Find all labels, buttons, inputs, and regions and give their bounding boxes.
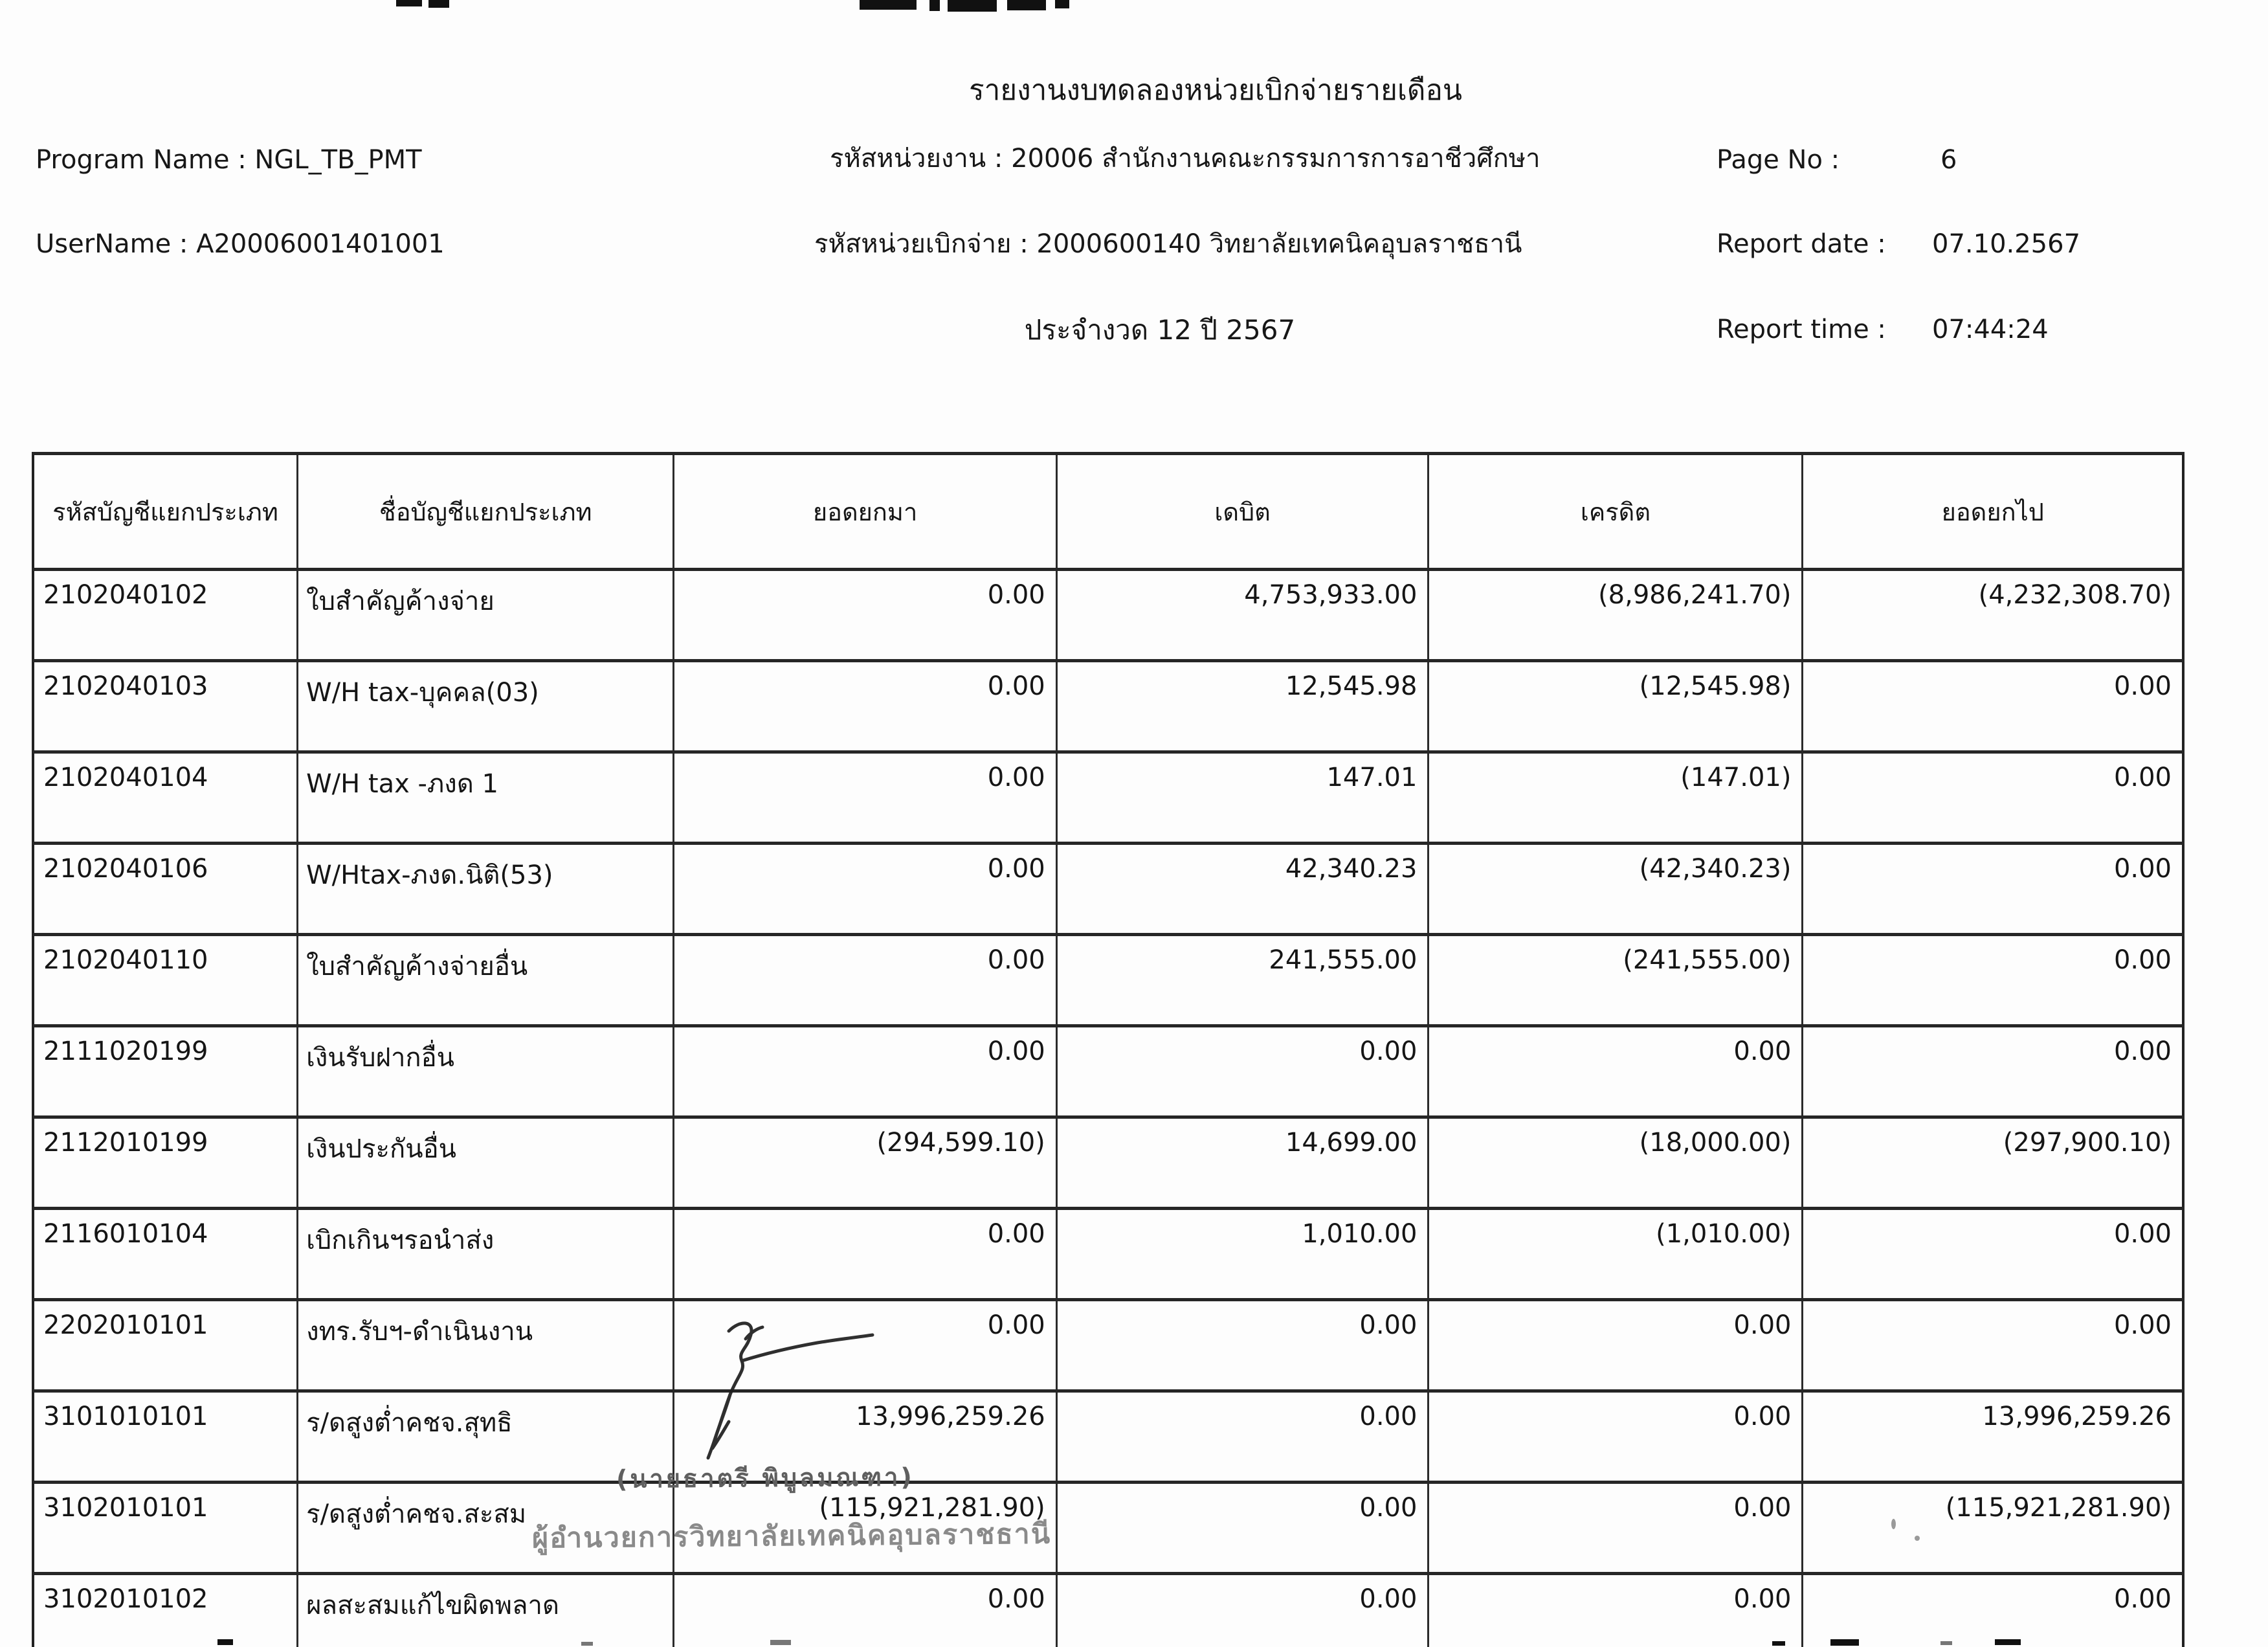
credit-cell: (241,555.00) (1429, 935, 1803, 1026)
username-line (36, 228, 445, 260)
account-code-cell: 2102040104 (33, 752, 298, 844)
brought-forward-cell: (115,921,281.90) (674, 1483, 1056, 1574)
report-time-value: 07:44:24 (1932, 315, 2049, 344)
carried-forward-cell: 13,996,259.26 (1803, 1391, 2183, 1483)
program-name-line (36, 144, 422, 176)
brought-forward-cell: 0.00 (674, 752, 1056, 844)
account-name-cell: งทร.รับฯ-ดำเนินงาน (298, 1300, 674, 1391)
table-row (33, 752, 2183, 844)
debit-cell: 1,010.00 (1056, 1209, 1429, 1300)
carried-forward-cell: 0.00 (1803, 935, 2183, 1026)
table-row (33, 1117, 2183, 1209)
credit-cell: 0.00 (1429, 1483, 1803, 1574)
account-name-cell: W/Htax-ภงด.นิติ(53) (298, 844, 674, 935)
report-title: รายงานงบทดลองหน่วยเบิกจ่ายรายเดือน (969, 74, 1462, 107)
report-date-label: Report date : (1717, 229, 1886, 259)
scan-artifact (396, 0, 422, 6)
paying-unit-value: 2000600140 วิทยาลัยเทคนิคอุบลราชธานี (1036, 229, 1522, 259)
trial-balance-table-wrap (32, 452, 2185, 1647)
account-name-cell: W/H tax-บุคคล(03) (298, 661, 674, 752)
scan-artifact (1830, 1639, 1859, 1646)
scan-artifact (770, 1640, 791, 1645)
credit-cell: (18,000.00) (1429, 1117, 1803, 1209)
paying-unit-line (814, 228, 1522, 260)
table-row (33, 844, 2183, 935)
signer-name: (นายธาตรี พิบูลมณฑา) (616, 1462, 915, 1494)
carried-forward-cell: 0.00 (1803, 661, 2183, 752)
carried-forward-cell: 0.00 (1803, 1209, 2183, 1300)
carried-forward-cell: 0.00 (1803, 752, 2183, 844)
carried-forward-cell: 0.00 (1803, 1026, 2183, 1117)
account-code-cell: 2111020199 (33, 1026, 298, 1117)
credit-cell: (8,986,241.70) (1429, 570, 1803, 661)
scan-speck (1915, 1536, 1920, 1541)
account-name-cell: เงินรับฝากอื่น (298, 1026, 674, 1117)
program-name-value: NGL_TB_PMT (254, 145, 422, 175)
account-code-cell: 2202010101 (33, 1300, 298, 1391)
debit-cell: 0.00 (1056, 1483, 1429, 1574)
debit-cell: 42,340.23 (1056, 844, 1429, 935)
scan-artifact (1995, 1639, 2021, 1645)
brought-forward-cell: 0.00 (674, 1574, 1056, 1647)
carried-forward-cell: 0.00 (1803, 844, 2183, 935)
col-header-carried-forward: ยอดยกไป (1803, 454, 2183, 570)
brought-forward-cell: (294,599.10) (674, 1117, 1056, 1209)
paying-unit-label: รหัสหน่วยเบิกจ่าย : (814, 229, 1037, 259)
scan-artifact (1772, 1641, 1785, 1646)
debit-cell: 241,555.00 (1056, 935, 1429, 1026)
col-header-account-code: รหัสบัญชีแยกประเภท (33, 454, 298, 570)
account-name-cell: ใบสำคัญค้างจ่ายอื่น (298, 935, 674, 1026)
brought-forward-cell: 0.00 (674, 1026, 1056, 1117)
credit-cell: 0.00 (1429, 1300, 1803, 1391)
agency-code-value: 20006 สำนักงานคณะกรรมการการอาชีวศึกษา (1011, 144, 1540, 174)
debit-cell: 12,545.98 (1056, 661, 1429, 752)
debit-cell: 0.00 (1056, 1026, 1429, 1117)
report-date-value: 07.10.2567 (1932, 229, 2081, 259)
table-header-row (33, 454, 2183, 570)
carried-forward-cell: 0.00 (1803, 1574, 2183, 1647)
credit-cell: (42,340.23) (1429, 844, 1803, 935)
scan-artifact (217, 1639, 233, 1645)
scan-speck (1891, 1519, 1896, 1529)
scan-artifact (929, 0, 940, 11)
period-line: ประจำงวด 12 ปี 2567 (1024, 314, 1296, 346)
credit-cell: (147.01) (1429, 752, 1803, 844)
table-row (33, 570, 2183, 661)
debit-cell: 4,753,933.00 (1056, 570, 1429, 661)
brought-forward-cell: 0.00 (674, 661, 1056, 752)
report-time-label: Report time : (1717, 315, 1886, 344)
debit-cell: 0.00 (1056, 1300, 1429, 1391)
col-header-brought-forward: ยอดยกมา (674, 454, 1056, 570)
brought-forward-cell: 0.00 (674, 1300, 1056, 1391)
scan-artifact (860, 0, 917, 10)
col-header-account-name: ชื่อบัญชีแยกประเภท (298, 454, 674, 570)
account-name-cell: ร/ดสูงต่ำคชจ.สะสม (298, 1483, 674, 1574)
col-header-debit: เดบิต (1056, 454, 1429, 570)
program-name-label: Program Name : (36, 145, 255, 175)
username-label: UserName : (36, 229, 197, 259)
scan-artifact (581, 1642, 593, 1646)
account-name-cell: เงินประกันอื่น (298, 1117, 674, 1209)
scan-artifact (1055, 0, 1069, 8)
brought-forward-cell: 0.00 (674, 844, 1056, 935)
debit-cell: 0.00 (1056, 1574, 1429, 1647)
table-row (33, 1574, 2183, 1647)
scan-artifact (948, 0, 997, 12)
table-row (33, 1391, 2183, 1483)
carried-forward-cell: (4,232,308.70) (1803, 570, 2183, 661)
page-no-value: 6 (1940, 145, 1957, 175)
table-row (33, 1209, 2183, 1300)
signer-title: ผู้อำนวยการวิทยาลัยเทคนิคอุบลราชธานี (531, 1518, 1052, 1555)
account-name-cell: เบิกเกินฯรอนำส่ง (298, 1209, 674, 1300)
account-name-cell: ใบสำคัญค้างจ่าย (298, 570, 674, 661)
brought-forward-cell: 0.00 (674, 935, 1056, 1026)
credit-cell: 0.00 (1429, 1026, 1803, 1117)
carried-forward-cell: (297,900.10) (1803, 1117, 2183, 1209)
page-no-label: Page No : (1717, 145, 1840, 175)
agency-code-line (830, 142, 1540, 175)
brought-forward-cell: 0.00 (674, 570, 1056, 661)
table-row (33, 1300, 2183, 1391)
table-row (33, 661, 2183, 752)
col-header-credit: เครดิต (1429, 454, 1803, 570)
credit-cell: 0.00 (1429, 1391, 1803, 1483)
account-name-cell: ร/ดสูงต่ำคชจ.สุทธิ (298, 1391, 674, 1483)
credit-cell: (1,010.00) (1429, 1209, 1803, 1300)
table-row (33, 1026, 2183, 1117)
account-name-cell: W/H tax -ภงด 1 (298, 752, 674, 844)
account-code-cell: 2102040106 (33, 844, 298, 935)
account-name-cell: ผลสะสมแก้ไขผิดพลาด (298, 1574, 674, 1647)
agency-code-label: รหัสหน่วยงาน : (830, 144, 1012, 174)
carried-forward-cell: (115,921,281.90) (1803, 1483, 2183, 1574)
scan-artifact (1940, 1641, 1952, 1645)
account-code-cell: 3101010101 (33, 1391, 298, 1483)
credit-cell: 0.00 (1429, 1574, 1803, 1647)
brought-forward-cell: 0.00 (674, 1209, 1056, 1300)
account-code-cell: 3102010102 (33, 1574, 298, 1647)
credit-cell: (12,545.98) (1429, 661, 1803, 752)
scan-artifact (428, 0, 449, 8)
account-code-cell: 2102040103 (33, 661, 298, 752)
account-code-cell: 2112010199 (33, 1117, 298, 1209)
table-row (33, 935, 2183, 1026)
scan-artifact (1007, 0, 1046, 10)
account-code-cell: 2102040110 (33, 935, 298, 1026)
account-code-cell: 3102010101 (33, 1483, 298, 1574)
username-value: A20006001401001 (196, 229, 445, 259)
table-row (33, 1483, 2183, 1574)
trial-balance-table (32, 452, 2185, 1647)
brought-forward-cell: 13,996,259.26 (674, 1391, 1056, 1483)
carried-forward-cell: 0.00 (1803, 1300, 2183, 1391)
debit-cell: 14,699.00 (1056, 1117, 1429, 1209)
account-code-cell: 2116010104 (33, 1209, 298, 1300)
account-code-cell: 2102040102 (33, 570, 298, 661)
debit-cell: 147.01 (1056, 752, 1429, 844)
debit-cell: 0.00 (1056, 1391, 1429, 1483)
